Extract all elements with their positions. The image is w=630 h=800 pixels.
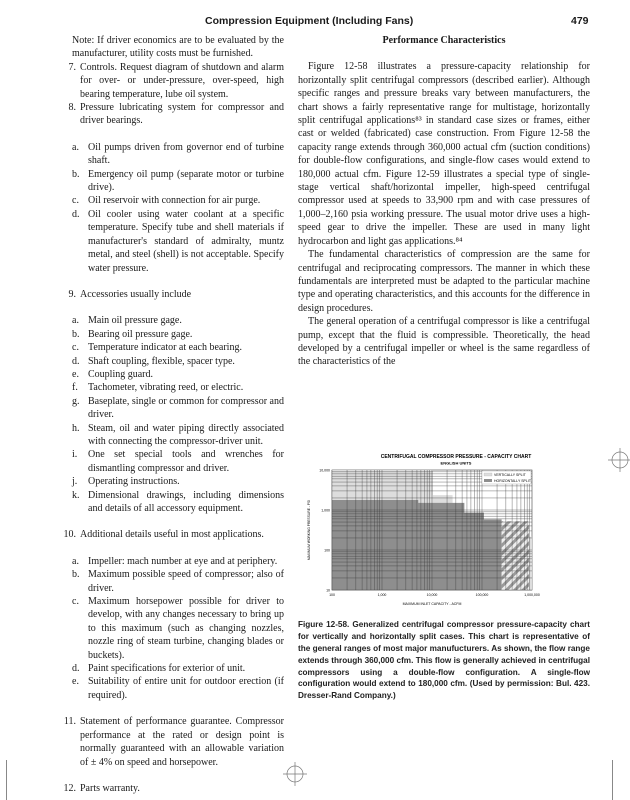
- item-text: Maximum possible speed of compressor; also of driver.: [88, 569, 284, 594]
- item-number: b.: [72, 168, 80, 180]
- list-item: [62, 528, 284, 541]
- item-number: e.: [72, 368, 79, 380]
- list-item: [72, 662, 284, 675]
- item-text: Controls. Request diagram of shutdown and alarm for over- or under-pressure, over-speed, high bearing temperature, lube oil system.: [80, 61, 284, 100]
- item-number: g.: [72, 395, 80, 407]
- y-tick-label: 100: [324, 548, 330, 553]
- list-item: [72, 341, 284, 354]
- legend-vertically-split: VERTICALLY SPLIT: [494, 473, 526, 478]
- list-item: [72, 194, 284, 207]
- item-number: c.: [72, 195, 79, 207]
- item-number: 7.: [68, 61, 76, 73]
- chart-legend: [482, 471, 532, 484]
- item-number: k.: [72, 489, 80, 501]
- item-number: a.: [72, 555, 79, 567]
- x-tick-label: 10,000: [426, 593, 438, 598]
- y-tick-label: 10: [326, 588, 330, 593]
- item-number: d.: [72, 355, 80, 367]
- y-axis-label: MAXIMUM WORKING PRESSURE - PSI: [307, 500, 311, 561]
- list-item: [72, 448, 284, 475]
- item-text: Baseplate, single or common for compressor and driver.: [88, 395, 284, 421]
- list-item: [72, 568, 284, 595]
- item-text: Paint specifications for exterior of unit.: [88, 663, 246, 675]
- item-number: 10.: [63, 529, 76, 541]
- chart-subtitle: ENGLISH UNITS: [440, 460, 472, 466]
- right-column: [298, 34, 590, 702]
- page-number: 479: [571, 15, 589, 27]
- list-item: [72, 489, 284, 516]
- item-number: 8.: [68, 102, 76, 114]
- item-number: d.: [72, 663, 80, 675]
- item-number: b.: [72, 328, 80, 340]
- figure-caption: [298, 619, 590, 702]
- list-item: [72, 555, 284, 568]
- paragraph: The general operation of a centrifugal compressor is like a centrifugal pump, except that the fluid is compressible. Theoretically, the head developed by a centrifugal impeller or wheel is the same regardless of the characteristics of the: [298, 316, 590, 368]
- item-number: c.: [72, 342, 79, 354]
- item-text: Tachometer, vibrating reed, or electric.: [88, 382, 244, 394]
- list-item: [72, 355, 284, 368]
- list-item: [72, 381, 284, 394]
- item-text: Coupling guard.: [88, 368, 153, 380]
- item-text: Impeller: mach number at eye and at periphery.: [88, 555, 278, 567]
- item-text: Additional details useful in most applications.: [80, 529, 264, 541]
- list-item: [72, 168, 284, 195]
- x-tick-label: 100,000: [475, 593, 489, 598]
- item-number: 11.: [63, 716, 76, 728]
- item-text: Operating instructions.: [88, 476, 180, 488]
- item-number: i.: [72, 449, 78, 461]
- crop-mark: [612, 760, 613, 800]
- list-item: [72, 141, 284, 168]
- list-item: [62, 715, 284, 769]
- item-text: Pressure lubricating system for compressor and driver bearings.: [80, 102, 284, 127]
- item-text: Parts warranty.: [80, 782, 140, 794]
- item-text: Statement of performance guarantee. Compressor performance at the rated or design point is normally guaranteed with an allowable variation of ± 4% on speed and horsepower.: [80, 716, 284, 768]
- x-tick-label: 100: [329, 593, 335, 598]
- item-number: 12.: [63, 782, 76, 794]
- list-item: [72, 595, 284, 662]
- item-number: j.: [72, 476, 78, 488]
- caption-label: Figure 12-58.: [298, 620, 350, 630]
- list-item: [72, 208, 284, 275]
- item-text: Oil cooler using water coolant at a specific temperature. Specify tube and shell materials if manufacturer's standard of admiralty, muntz metal, and steel (shell) is not acceptable. Specify water pressure.: [88, 208, 284, 274]
- item-text: One set special tools and wrenches for dismantling compressor and driver.: [88, 449, 284, 474]
- item-text: Maximum horsepower possible for driver to develop, with any changes necessary to bring up to this maximum (such as changing nozzles, nozzle ring of steam turbine, changing blades or buckets).: [88, 596, 284, 661]
- item-text: Dimensional drawings, including dimensions and details of all accessory equipment.: [88, 489, 284, 514]
- list-item: [72, 475, 284, 488]
- list-item: [62, 288, 284, 301]
- item-number: h.: [72, 422, 80, 434]
- item-number: c.: [72, 596, 79, 608]
- item-text: Emergency oil pump (separate motor or turbine drive).: [88, 168, 284, 194]
- figure-12-58: [298, 436, 590, 702]
- item-number: 9.: [68, 288, 76, 300]
- item-text: Oil reservoir with connection for air purge.: [88, 195, 261, 207]
- item-text: Bearing oil pressure gage.: [88, 328, 193, 340]
- crop-mark: [6, 760, 7, 800]
- caption-text: Generalized centrifugal compressor pressure-capacity chart for vertically and horizontally split cases. This chart is representative of the general ranges of most major manufucturers. As shown, the flow range extends through 360,000 cfm. This flow is generally achieved in centrifugal compressors using a double-flow configuration. A single-flow configuration would extend to 180,000 cfm. (Used by permission: Bul. 423. Dresser-Rand Company.): [298, 620, 591, 701]
- list-item: [72, 395, 284, 422]
- registration-mark-icon: [608, 448, 630, 472]
- item-text: Oil pumps driven from governor end of turbine shaft.: [88, 141, 284, 167]
- list-item: [72, 368, 284, 381]
- note: Note: If driver economics are to be evaluated by the manufacturer, utility costs must be furnished.: [72, 35, 284, 60]
- list-item: [62, 61, 284, 101]
- item-text: Accessories usually include: [80, 288, 192, 300]
- y-tick-label: 10,000: [319, 468, 330, 473]
- item-text: Main oil pressure gage.: [88, 315, 182, 327]
- list-item: [72, 314, 284, 327]
- legend-horizontally-split: HORIZONTALLY SPLIT: [494, 479, 531, 484]
- list-item: [72, 422, 284, 449]
- x-axis-label: MAXIMUM INLET CAPACITY - ACFM: [402, 602, 462, 607]
- list-item: [72, 675, 284, 702]
- chart-title: CENTRIFUGAL COMPRESSOR PRESSURE - CAPACITY CHART: [380, 454, 532, 461]
- x-tick-label: 1,000: [377, 593, 387, 598]
- item-text: Shaft coupling, flexible, spacer type.: [88, 355, 235, 367]
- item-text: Temperature indicator at each bearing.: [88, 342, 242, 354]
- paragraph: Figure 12-58 illustrates a pressure-capacity relationship for horizontally split centrifugal compressors (described earlier). Although specific ranges and pressure breaks vary between manufacturers, the chart shows a fairly representative range for multistage, horizontally split centrifugal applications⁸³ in standard case sizes or frames, either cast or welded (fabricated) case construction. From Figure 12-58 the capacity range extends through 360,000 actual cfm (suction conditions) for double-flow configurations, and single-flow cases would extend to 180,000 actual cfm. Figure 12-59 illustrates a special type of single-stage vertical shaft/horizontal impeller, high-speed centrifugal compressor used at speeds to 33,900 rpm and with case pressures of 1,000–2,160 psia working pressure. The usual motor drive uses a high-speed gear to drive the impeller. These are used in many light hydrocarbon and light gas applications.⁸⁴: [298, 61, 590, 247]
- item-text: Steam, oil and water piping directly associated with connecting the compressor-driver unit.: [88, 422, 284, 447]
- x-tick-label: 1,000,000: [524, 593, 540, 598]
- item-number: f.: [72, 382, 78, 394]
- registration-mark-icon: [283, 762, 307, 786]
- section-heading: Performance Characteristics: [382, 35, 506, 46]
- running-title: Compression Equipment (Including Fans): [205, 15, 414, 27]
- pressure-capacity-chart: [306, 452, 590, 610]
- item-text: Suitability of entire unit for outdoor erection (if required).: [88, 676, 284, 701]
- item-number: a.: [72, 315, 79, 327]
- item-number: a.: [72, 141, 79, 153]
- paragraph: The fundamental characteristics of compression are the same for centrifugal and reciprocating compressors. The manner in which these fundamentals are interpreted must be adapted to the particular machine type and operating characteristics, and this accounts for the difference in design procedures.: [298, 249, 590, 314]
- item-number: e.: [72, 676, 79, 688]
- list-item: [62, 782, 284, 795]
- y-tick-label: 1,000: [321, 508, 330, 513]
- item-number: d.: [72, 208, 80, 220]
- list-item: [72, 328, 284, 341]
- item-number: b.: [72, 569, 80, 581]
- left-column: [62, 34, 284, 795]
- list-item: [62, 101, 284, 128]
